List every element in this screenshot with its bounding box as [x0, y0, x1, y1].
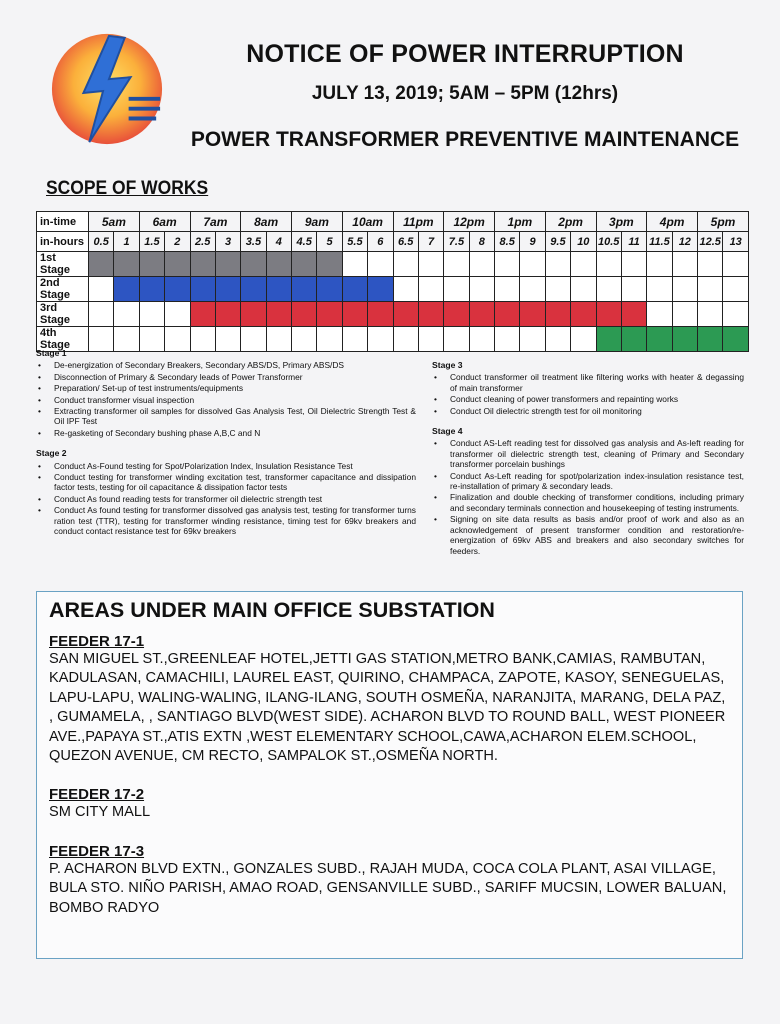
- empty-cell: [393, 252, 418, 277]
- hour-header: 9: [520, 232, 545, 252]
- stage-bar-cell: [621, 327, 646, 352]
- stage-bar-cell: [723, 327, 749, 352]
- stage-task: • Conduct Oil dielectric strength test for oil monitoring: [432, 406, 744, 416]
- hour-header: 0.5: [89, 232, 114, 252]
- hour-header: 1.5: [139, 232, 164, 252]
- empty-cell: [698, 277, 723, 302]
- empty-cell: [545, 327, 570, 352]
- empty-cell: [571, 327, 596, 352]
- empty-cell: [469, 327, 494, 352]
- stage-task: • Signing on site data results as basis and/or proof of work and also as an acknowledgement of present transformer condition and restoration/re-energization of 69kv ABS and breakers and also secondary switches for feeders.: [432, 514, 744, 556]
- stage-task: • Conduct As-Left reading for spot/polarization index-insulation resistance test, re-installation of primary & secondary leads.: [432, 471, 744, 492]
- time-header: 8am: [241, 212, 292, 232]
- hour-header: 12.5: [698, 232, 723, 252]
- stage-bar-cell: [342, 277, 367, 302]
- feeder-block: [49, 786, 732, 822]
- hour-header: 8: [469, 232, 494, 252]
- empty-cell: [571, 277, 596, 302]
- stage-bar-cell: [596, 327, 621, 352]
- stage-bar-cell: [266, 277, 291, 302]
- hour-header: 7.5: [444, 232, 469, 252]
- stage-task: • De-energization of Secondary Breakers, Secondary ABS/DS, Primary ABS/DS: [36, 360, 416, 370]
- empty-cell: [723, 302, 749, 327]
- stage-bar-cell: [444, 302, 469, 327]
- stage-task-list: [36, 461, 416, 537]
- stage-bar-cell: [317, 252, 342, 277]
- time-header: 9am: [292, 212, 343, 232]
- time-header: 5pm: [698, 212, 749, 232]
- stage-bar-cell: [292, 302, 317, 327]
- hour-header: 12: [672, 232, 697, 252]
- hour-header: 11.5: [647, 232, 672, 252]
- stage-task: • Conduct As found reading tests for transformer oil dielectric strength test: [36, 494, 416, 504]
- notice-title: NOTICE OF POWER INTERRUPTION: [246, 40, 684, 68]
- stage-details-left: [36, 348, 416, 547]
- stage-bar-cell: [596, 302, 621, 327]
- time-header: 11pm: [393, 212, 444, 232]
- stage-bar-cell: [215, 302, 240, 327]
- stage-task-list: [36, 360, 416, 438]
- stage-task: • Conduct testing for transformer winding excitation test, transformer capacitance and dissipation factor tests, testing for oil capacitance & dissipation factor tests: [36, 472, 416, 493]
- hour-header: 9.5: [545, 232, 570, 252]
- empty-cell: [647, 277, 672, 302]
- empty-cell: [672, 302, 697, 327]
- stage-bar-cell: [698, 327, 723, 352]
- hour-header: 4.5: [292, 232, 317, 252]
- feeder-block: [49, 633, 732, 766]
- stage-details-right: [432, 360, 744, 566]
- stage-bar-cell: [647, 327, 672, 352]
- stage-bar-cell: [418, 302, 443, 327]
- areas-box: [36, 591, 743, 959]
- stage-label: 4th Stage: [37, 327, 89, 352]
- hour-header: 11: [621, 232, 646, 252]
- stage-bar-cell: [114, 277, 139, 302]
- stage-heading: Stage 2: [36, 448, 67, 459]
- empty-cell: [596, 252, 621, 277]
- empty-cell: [139, 302, 164, 327]
- hour-header: 3.5: [241, 232, 266, 252]
- empty-cell: [723, 252, 749, 277]
- lightning-logo-icon: [48, 30, 166, 148]
- hour-header: 6: [368, 232, 393, 252]
- stage-bar-cell: [139, 277, 164, 302]
- stage-task: • Conduct As-Found testing for Spot/Polarization Index, Insulation Resistance Test: [36, 461, 416, 471]
- hour-header: 4: [266, 232, 291, 252]
- stage-heading: Stage 4: [432, 426, 463, 437]
- stage-bar-cell: [317, 277, 342, 302]
- stage-bar-cell: [317, 302, 342, 327]
- stage-task: • Conduct As found testing for transformer dissolved gas analysis test, testing for transformer turns ration test (TTR), testing for transformer winding resistance, timing test for 69kv breakers and conduct contact resistance test for 69kv breakers: [36, 505, 416, 536]
- hour-header: 5.5: [342, 232, 367, 252]
- schedule-table: [36, 211, 749, 352]
- stage-bar-cell: [215, 277, 240, 302]
- empty-cell: [418, 277, 443, 302]
- stage-bar-cell: [190, 277, 215, 302]
- time-row: [37, 212, 749, 232]
- empty-cell: [418, 252, 443, 277]
- empty-cell: [342, 252, 367, 277]
- stage-bar-cell: [266, 252, 291, 277]
- empty-cell: [723, 277, 749, 302]
- stage-bar-cell: [190, 252, 215, 277]
- stage-task-list: [432, 438, 744, 555]
- stage-heading: Stage 1: [36, 348, 67, 358]
- empty-cell: [571, 252, 596, 277]
- empty-cell: [545, 277, 570, 302]
- stage-task: • Conduct transformer oil treatment like filtering works with heater & degassing of main transformer: [432, 372, 744, 393]
- stage-bar-cell: [241, 277, 266, 302]
- hour-header: 10.5: [596, 232, 621, 252]
- stage-task: • Finalization and double checking of transformer conditions, including primary and secondary terminals connection and housekeeping of testing instruments.: [432, 492, 744, 513]
- time-header: 6am: [139, 212, 190, 232]
- stage-label: 1st Stage: [37, 252, 89, 277]
- stage-bar-cell: [571, 302, 596, 327]
- time-header: 2pm: [545, 212, 596, 232]
- stage-bar-cell: [520, 302, 545, 327]
- stage-task: • Disconnection of Primary & Secondary leads of Power Transformer: [36, 372, 416, 382]
- stage-task-list: [432, 372, 744, 416]
- interruption-date: JULY 13, 2019; 5AM – 5PM (12hrs): [311, 83, 619, 104]
- time-header: 10am: [342, 212, 393, 232]
- feeder-name: FEEDER 17-1: [49, 633, 145, 650]
- empty-cell: [165, 302, 190, 327]
- stage-bar-cell: [342, 302, 367, 327]
- empty-cell: [444, 327, 469, 352]
- stage-task: • Conduct transformer visual inspection: [36, 395, 416, 405]
- hour-header: 7: [418, 232, 443, 252]
- empty-cell: [545, 252, 570, 277]
- empty-cell: [647, 252, 672, 277]
- time-header: 4pm: [647, 212, 698, 232]
- empty-cell: [495, 327, 520, 352]
- empty-cell: [368, 252, 393, 277]
- hour-header: 13: [723, 232, 749, 252]
- hour-header: 2.5: [190, 232, 215, 252]
- feeder-areas: P. ACHARON BLVD EXTN., GONZALES SUBD., RAJAH MUDA, COCA COLA PLANT, ASAI VILLAGE, BULA STO. NIÑO PARISH, AMAO ROAD, GENSANVILLE SUBD., SARIFF MUCSIN, LOWER BALUAN, BOMBO RADYO: [49, 860, 727, 916]
- time-header: 3pm: [596, 212, 647, 232]
- stage-bar-cell: [292, 277, 317, 302]
- stage-bar-cell: [89, 252, 114, 277]
- stage-task: • Conduct cleaning of power transformers and repainting works: [432, 394, 744, 404]
- stage-bar-cell: [241, 252, 266, 277]
- stage-task: • Preparation/ Set-up of test instruments/equipments: [36, 383, 416, 393]
- stage-bar-cell: [368, 277, 393, 302]
- stage-label: 3rd Stage: [37, 302, 89, 327]
- time-header: 1pm: [495, 212, 546, 232]
- empty-cell: [114, 302, 139, 327]
- time-header: 7am: [190, 212, 241, 232]
- empty-cell: [89, 277, 114, 302]
- stage-bar-cell: [114, 252, 139, 277]
- empty-cell: [520, 252, 545, 277]
- empty-cell: [89, 302, 114, 327]
- empty-cell: [672, 252, 697, 277]
- hour-header: 2: [165, 232, 190, 252]
- hour-header: 6.5: [393, 232, 418, 252]
- feeder-name: FEEDER 17-3: [49, 842, 145, 860]
- stage-bar-cell: [545, 302, 570, 327]
- hour-header: 5: [317, 232, 342, 252]
- feeder-block: [49, 843, 732, 918]
- stage-task: • Extracting transformer oil samples for dissolved Gas Analysis Test, Oil Dielectric Strength Test & Oil IPF Test: [36, 406, 416, 427]
- hour-header: 3: [215, 232, 240, 252]
- empty-cell: [596, 277, 621, 302]
- feeder-areas: SM CITY MALL: [49, 804, 151, 821]
- empty-cell: [621, 252, 646, 277]
- stage-row: [37, 302, 749, 327]
- empty-cell: [444, 252, 469, 277]
- areas-heading: AREAS UNDER MAIN OFFICE SUBSTATION: [49, 598, 495, 622]
- time-label: in-time: [37, 212, 89, 232]
- empty-cell: [520, 277, 545, 302]
- empty-cell: [418, 327, 443, 352]
- stage-bar-cell: [241, 302, 266, 327]
- feeder-list: [49, 633, 732, 918]
- stage-bar-cell: [368, 302, 393, 327]
- empty-cell: [647, 302, 672, 327]
- hours-label: in-hours: [37, 232, 89, 252]
- empty-cell: [495, 277, 520, 302]
- stage-bar-cell: [672, 327, 697, 352]
- stage-row: [37, 252, 749, 277]
- stage-row: [37, 277, 749, 302]
- empty-cell: [698, 302, 723, 327]
- hour-header: 1: [114, 232, 139, 252]
- stage-bar-cell: [393, 302, 418, 327]
- empty-cell: [393, 277, 418, 302]
- empty-cell: [698, 252, 723, 277]
- empty-cell: [621, 277, 646, 302]
- hour-header: 8.5: [495, 232, 520, 252]
- feeder-areas: SAN MIGUEL ST.,GREENLEAF HOTEL,JETTI GAS STATION,METRO BANK,CAMIAS, RAMBUTAN, KADULASAN, CAMACHILI, LAUREL EAST, QUIRINO, CHAMPACA, ZAPOTE, KASOY, SENEGUELAS, LAPU-LAPU, WALING-WALING, ILANG-ILANG, SOUTH OSMEÑA, NARANJITA, MARANG, DELA PAZ, , GUMAMELA, , SANTIAGO BLVD(WEST SIDE). ACHARON BLVD TO ROUND BALL, WEST PIONEER AVE.,PAPAYA ST.,ATIS EXTN ,WEST ELEMENTARY SCHOOL,CAWA,ACHARON ELEM.SCHOOL, QUEZON AVENUE, CM RECTO, SAMPALOK ST.,OSMEÑA NORTH.: [49, 651, 726, 765]
- stage-bar-cell: [292, 252, 317, 277]
- stage-bar-cell: [165, 277, 190, 302]
- stage-bar-cell: [469, 302, 494, 327]
- empty-cell: [469, 252, 494, 277]
- stage-task: • Re-gasketing of Secondary bushing phase A,B,C and N: [36, 428, 416, 438]
- stage-bar-cell: [621, 302, 646, 327]
- time-header: 12pm: [444, 212, 495, 232]
- stage-label: 2nd Stage: [37, 277, 89, 302]
- hours-row: [37, 232, 749, 252]
- empty-cell: [495, 252, 520, 277]
- scope-heading: SCOPE OF WORKS: [46, 178, 209, 199]
- notice-subtitle: POWER TRANSFORMER PREVENTIVE MAINTENANCE: [190, 128, 740, 151]
- hour-header: 10: [571, 232, 596, 252]
- feeder-name: FEEDER 17-2: [49, 786, 145, 804]
- time-header: 5am: [89, 212, 140, 232]
- empty-cell: [469, 277, 494, 302]
- stage-bar-cell: [190, 302, 215, 327]
- empty-cell: [672, 277, 697, 302]
- stage-bar-cell: [165, 252, 190, 277]
- stage-bar-cell: [215, 252, 240, 277]
- stage-task: • Conduct AS-Left reading test for dissolved gas analysis and As-left reading for transformer oil dielectric strength test, cleaning of Primary and Secondary transformer porcelain bushings: [432, 438, 744, 469]
- stage-heading: Stage 3: [432, 360, 463, 370]
- stage-bar-cell: [495, 302, 520, 327]
- empty-cell: [520, 327, 545, 352]
- stage-bar-cell: [139, 252, 164, 277]
- stage-bar-cell: [266, 302, 291, 327]
- empty-cell: [444, 277, 469, 302]
